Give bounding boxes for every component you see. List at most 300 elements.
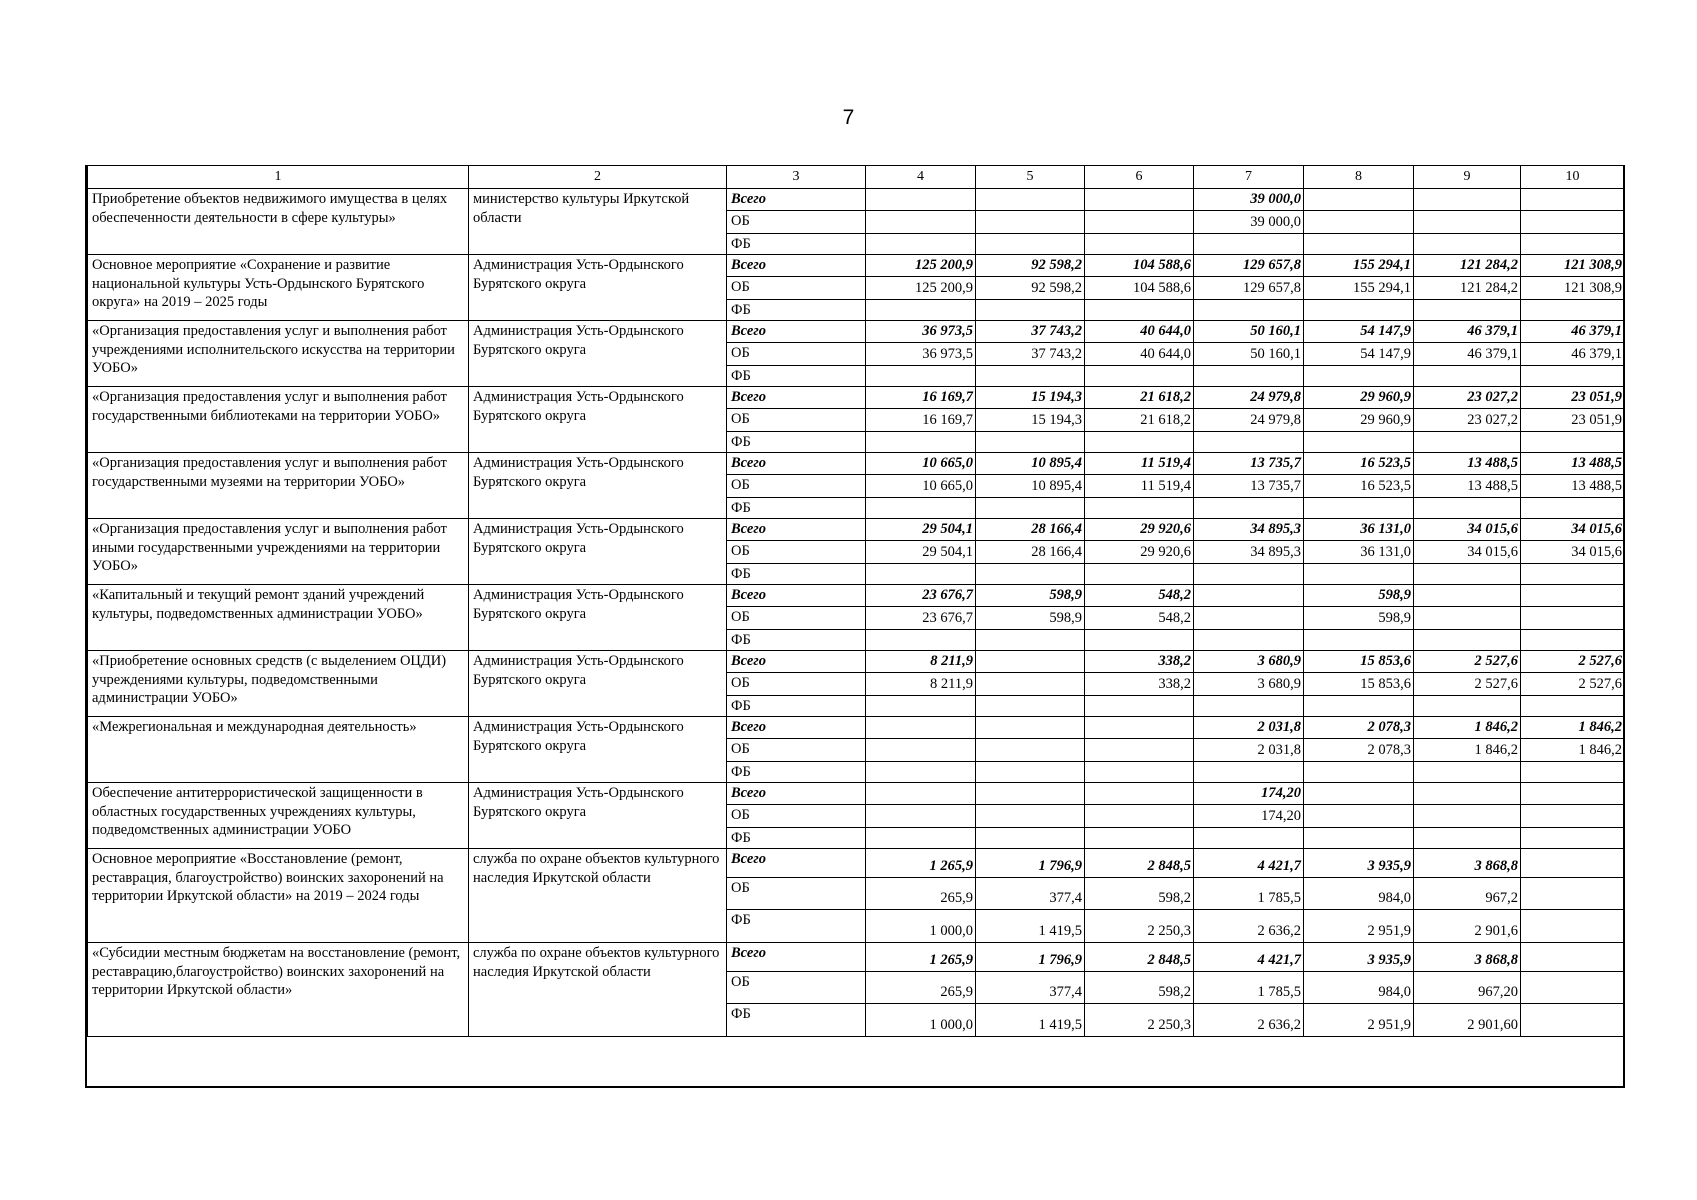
amount-cell xyxy=(1304,805,1414,828)
amount-cell xyxy=(1085,717,1194,739)
amount-cell: 1 846,2 xyxy=(1521,717,1625,739)
column-number-header: 3 xyxy=(727,166,866,189)
page-number: 7 xyxy=(842,106,855,129)
executor-cell: Администрация Усть-Ордынского Бурятского округа xyxy=(469,387,727,453)
amount-cell xyxy=(866,189,976,211)
amount-cell xyxy=(866,564,976,585)
funding-source-cell: Всего xyxy=(727,453,866,475)
amount-cell xyxy=(976,696,1085,717)
amount-cell xyxy=(1521,849,1625,878)
amount-cell: 15 194,3 xyxy=(976,409,1085,432)
table-row xyxy=(88,453,1625,475)
funding-source-cell: ФБ xyxy=(727,828,866,849)
amount-cell xyxy=(866,762,976,783)
amount-cell xyxy=(1304,828,1414,849)
amount-cell: 967,2 xyxy=(1414,878,1521,910)
amount-cell: 984,0 xyxy=(1304,972,1414,1004)
column-number-header: 6 xyxy=(1085,166,1194,189)
amount-cell xyxy=(1521,234,1625,255)
amount-cell xyxy=(976,432,1085,453)
column-number-header: 5 xyxy=(976,166,1085,189)
amount-cell xyxy=(1304,762,1414,783)
column-number-header: 9 xyxy=(1414,166,1521,189)
column-number-row xyxy=(88,166,1625,189)
amount-cell xyxy=(1414,189,1521,211)
amount-cell xyxy=(976,673,1085,696)
amount-cell: 28 166,4 xyxy=(976,541,1085,564)
amount-cell: 54 147,9 xyxy=(1304,343,1414,366)
amount-cell: 1 000,0 xyxy=(866,1004,976,1037)
table-frame-right xyxy=(1623,165,1625,1087)
table-row xyxy=(88,189,1625,211)
funding-source-cell: ОБ xyxy=(727,972,866,1004)
amount-cell: 1 419,5 xyxy=(976,1004,1085,1037)
amount-cell xyxy=(1414,564,1521,585)
amount-cell: 129 657,8 xyxy=(1194,277,1304,300)
amount-cell xyxy=(1194,564,1304,585)
amount-cell: 125 200,9 xyxy=(866,255,976,277)
amount-cell: 1 785,5 xyxy=(1194,972,1304,1004)
amount-cell xyxy=(866,234,976,255)
amount-cell: 2 636,2 xyxy=(1194,910,1304,943)
amount-cell: 13 488,5 xyxy=(1414,453,1521,475)
amount-cell xyxy=(1085,498,1194,519)
amount-cell: 24 979,8 xyxy=(1194,387,1304,409)
amount-cell xyxy=(1414,762,1521,783)
amount-cell: 2 250,3 xyxy=(1085,910,1194,943)
amount-cell: 24 979,8 xyxy=(1194,409,1304,432)
budget-table-body xyxy=(88,189,1625,1037)
measure-name-cell: «Организация предоставления услуг и выполнения работ государственными музеями на территории УОБО» xyxy=(88,453,469,519)
funding-source-cell: ФБ xyxy=(727,1004,866,1037)
amount-cell xyxy=(1085,211,1194,234)
amount-cell: 10 665,0 xyxy=(866,475,976,498)
executor-cell: Администрация Усть-Ордынского Бурятского округа xyxy=(469,585,727,651)
amount-cell: 155 294,1 xyxy=(1304,255,1414,277)
amount-cell: 36 131,0 xyxy=(1304,541,1414,564)
amount-cell: 598,2 xyxy=(1085,878,1194,910)
amount-cell: 155 294,1 xyxy=(1304,277,1414,300)
amount-cell xyxy=(1194,762,1304,783)
amount-cell xyxy=(1085,630,1194,651)
measure-name-cell: «Организация предоставления услуг и выполнения работ иными государственными учреждениями на территории УОБО» xyxy=(88,519,469,585)
amount-cell: 3 868,8 xyxy=(1414,849,1521,878)
amount-cell: 1 785,5 xyxy=(1194,878,1304,910)
amount-cell xyxy=(1304,300,1414,321)
amount-cell xyxy=(1521,630,1625,651)
amount-cell xyxy=(1521,1004,1625,1037)
amount-cell xyxy=(1085,432,1194,453)
amount-cell: 2 078,3 xyxy=(1304,739,1414,762)
funding-source-cell: ОБ xyxy=(727,739,866,762)
amount-cell xyxy=(1304,234,1414,255)
measure-name-cell: Приобретение объектов недвижимого имущества в целях обеспеченности деятельности в сфере культуры» xyxy=(88,189,469,255)
amount-cell: 11 519,4 xyxy=(1085,475,1194,498)
amount-cell xyxy=(1521,189,1625,211)
executor-cell: Администрация Усть-Ордынского Бурятского округа xyxy=(469,651,727,717)
column-number-header: 10 xyxy=(1521,166,1625,189)
amount-cell xyxy=(1304,564,1414,585)
amount-cell xyxy=(866,696,976,717)
amount-cell: 36 131,0 xyxy=(1304,519,1414,541)
funding-source-cell: Всего xyxy=(727,189,866,211)
amount-cell xyxy=(1085,189,1194,211)
amount-cell: 40 644,0 xyxy=(1085,321,1194,343)
amount-cell: 13 488,5 xyxy=(1521,475,1625,498)
amount-cell xyxy=(976,828,1085,849)
amount-cell: 377,4 xyxy=(976,972,1085,1004)
amount-cell: 34 015,6 xyxy=(1521,519,1625,541)
funding-source-cell: ОБ xyxy=(727,409,866,432)
amount-cell xyxy=(866,783,976,805)
amount-cell: 4 421,7 xyxy=(1194,943,1304,972)
amount-cell: 1 419,5 xyxy=(976,910,1085,943)
amount-cell xyxy=(866,739,976,762)
amount-cell: 46 379,1 xyxy=(1414,321,1521,343)
amount-cell: 174,20 xyxy=(1194,783,1304,805)
funding-source-cell: Всего xyxy=(727,255,866,277)
funding-source-cell: ФБ xyxy=(727,696,866,717)
amount-cell: 121 308,9 xyxy=(1521,255,1625,277)
amount-cell xyxy=(1521,607,1625,630)
amount-cell: 23 027,2 xyxy=(1414,387,1521,409)
executor-cell: служба по охране объектов культурного наследия Иркутской области xyxy=(469,943,727,1037)
amount-cell: 104 588,6 xyxy=(1085,255,1194,277)
amount-cell xyxy=(866,300,976,321)
amount-cell xyxy=(1085,366,1194,387)
table-row xyxy=(88,387,1625,409)
amount-cell xyxy=(866,828,976,849)
amount-cell: 16 523,5 xyxy=(1304,475,1414,498)
amount-cell: 1 796,9 xyxy=(976,943,1085,972)
amount-cell: 2 951,9 xyxy=(1304,1004,1414,1037)
amount-cell xyxy=(1085,234,1194,255)
amount-cell: 23 027,2 xyxy=(1414,409,1521,432)
amount-cell: 34 895,3 xyxy=(1194,519,1304,541)
amount-cell xyxy=(1521,783,1625,805)
amount-cell xyxy=(1194,432,1304,453)
amount-cell: 34 895,3 xyxy=(1194,541,1304,564)
amount-cell xyxy=(1085,828,1194,849)
amount-cell xyxy=(1521,828,1625,849)
amount-cell xyxy=(1304,630,1414,651)
funding-source-cell: ОБ xyxy=(727,277,866,300)
amount-cell: 29 960,9 xyxy=(1304,387,1414,409)
amount-cell: 2 250,3 xyxy=(1085,1004,1194,1037)
amount-cell: 121 308,9 xyxy=(1521,277,1625,300)
amount-cell: 265,9 xyxy=(866,878,976,910)
funding-source-cell: Всего xyxy=(727,585,866,607)
amount-cell: 15 853,6 xyxy=(1304,651,1414,673)
amount-cell: 1 796,9 xyxy=(976,849,1085,878)
funding-source-cell: Всего xyxy=(727,651,866,673)
amount-cell: 39 000,0 xyxy=(1194,189,1304,211)
amount-cell: 50 160,1 xyxy=(1194,321,1304,343)
amount-cell: 29 920,6 xyxy=(1085,519,1194,541)
table-row xyxy=(88,651,1625,673)
amount-cell: 2 031,8 xyxy=(1194,739,1304,762)
amount-cell: 129 657,8 xyxy=(1194,255,1304,277)
funding-source-cell: ОБ xyxy=(727,211,866,234)
column-number-header: 7 xyxy=(1194,166,1304,189)
amount-cell xyxy=(976,211,1085,234)
amount-cell xyxy=(1194,630,1304,651)
amount-cell: 2 901,60 xyxy=(1414,1004,1521,1037)
amount-cell xyxy=(1085,805,1194,828)
amount-cell xyxy=(1521,432,1625,453)
amount-cell xyxy=(976,630,1085,651)
amount-cell: 2 636,2 xyxy=(1194,1004,1304,1037)
amount-cell xyxy=(1085,564,1194,585)
amount-cell xyxy=(1194,696,1304,717)
executor-cell: Администрация Усть-Ордынского Бурятского округа xyxy=(469,717,727,783)
funding-source-cell: ОБ xyxy=(727,878,866,910)
table-frame-bottom xyxy=(85,1086,1625,1088)
amount-cell xyxy=(976,189,1085,211)
amount-cell: 2 031,8 xyxy=(1194,717,1304,739)
amount-cell: 2 848,5 xyxy=(1085,943,1194,972)
column-number-header: 4 xyxy=(866,166,976,189)
amount-cell: 21 618,2 xyxy=(1085,387,1194,409)
amount-cell: 3 680,9 xyxy=(1194,673,1304,696)
amount-cell: 121 284,2 xyxy=(1414,255,1521,277)
funding-source-cell: ОБ xyxy=(727,805,866,828)
executor-cell: Администрация Усть-Ордынского Бурятского округа xyxy=(469,321,727,387)
amount-cell: 1 846,2 xyxy=(1414,717,1521,739)
amount-cell xyxy=(1521,943,1625,972)
amount-cell xyxy=(976,739,1085,762)
amount-cell: 34 015,6 xyxy=(1414,541,1521,564)
amount-cell xyxy=(1085,696,1194,717)
amount-cell: 265,9 xyxy=(866,972,976,1004)
amount-cell: 29 504,1 xyxy=(866,541,976,564)
amount-cell: 46 379,1 xyxy=(1414,343,1521,366)
funding-source-cell: ФБ xyxy=(727,432,866,453)
amount-cell xyxy=(1521,300,1625,321)
amount-cell: 338,2 xyxy=(1085,673,1194,696)
amount-cell: 548,2 xyxy=(1085,607,1194,630)
amount-cell xyxy=(1194,300,1304,321)
amount-cell: 23 051,9 xyxy=(1521,387,1625,409)
amount-cell xyxy=(1521,564,1625,585)
amount-cell: 15 194,3 xyxy=(976,387,1085,409)
amount-cell: 104 588,6 xyxy=(1085,277,1194,300)
amount-cell: 377,4 xyxy=(976,878,1085,910)
amount-cell: 13 735,7 xyxy=(1194,475,1304,498)
amount-cell xyxy=(866,432,976,453)
amount-cell xyxy=(1304,783,1414,805)
amount-cell xyxy=(976,805,1085,828)
amount-cell: 3 680,9 xyxy=(1194,651,1304,673)
measure-name-cell: Обеспечение антитеррористической защищенности в областных государственных учреждениях культуры, подведомственных администрации УОБО xyxy=(88,783,469,849)
amount-cell: 1 846,2 xyxy=(1521,739,1625,762)
amount-cell: 4 421,7 xyxy=(1194,849,1304,878)
amount-cell: 29 920,6 xyxy=(1085,541,1194,564)
amount-cell: 598,9 xyxy=(1304,607,1414,630)
amount-cell xyxy=(1414,805,1521,828)
amount-cell: 10 895,4 xyxy=(976,453,1085,475)
amount-cell: 23 676,7 xyxy=(866,585,976,607)
amount-cell xyxy=(1194,828,1304,849)
amount-cell: 92 598,2 xyxy=(976,277,1085,300)
budget-table xyxy=(87,165,1625,1037)
amount-cell: 121 284,2 xyxy=(1414,277,1521,300)
amount-cell: 21 618,2 xyxy=(1085,409,1194,432)
table-row xyxy=(88,255,1625,277)
amount-cell xyxy=(976,783,1085,805)
amount-cell: 34 015,6 xyxy=(1414,519,1521,541)
amount-cell xyxy=(1521,972,1625,1004)
amount-cell xyxy=(976,498,1085,519)
amount-cell xyxy=(1414,432,1521,453)
funding-source-cell: ФБ xyxy=(727,564,866,585)
amount-cell xyxy=(1414,607,1521,630)
column-number-header: 8 xyxy=(1304,166,1414,189)
funding-source-cell: ОБ xyxy=(727,541,866,564)
amount-cell xyxy=(1521,585,1625,607)
amount-cell xyxy=(1194,234,1304,255)
amount-cell: 1 265,9 xyxy=(866,849,976,878)
column-number-header: 2 xyxy=(469,166,727,189)
amount-cell: 2 901,6 xyxy=(1414,910,1521,943)
amount-cell: 2 527,6 xyxy=(1521,673,1625,696)
funding-source-cell: ОБ xyxy=(727,343,866,366)
amount-cell xyxy=(1414,498,1521,519)
amount-cell xyxy=(1304,366,1414,387)
amount-cell xyxy=(1414,783,1521,805)
amount-cell: 13 488,5 xyxy=(1521,453,1625,475)
table-row xyxy=(88,717,1625,739)
amount-cell xyxy=(1194,607,1304,630)
amount-cell xyxy=(1194,585,1304,607)
table-row xyxy=(88,783,1625,805)
amount-cell: 92 598,2 xyxy=(976,255,1085,277)
amount-cell: 23 051,9 xyxy=(1521,409,1625,432)
amount-cell xyxy=(976,564,1085,585)
amount-cell: 967,20 xyxy=(1414,972,1521,1004)
measure-name-cell: «Капитальный и текущий ремонт зданий учреждений культуры, подведомственных администрации УОБО» xyxy=(88,585,469,651)
amount-cell: 3 935,9 xyxy=(1304,943,1414,972)
amount-cell: 36 973,5 xyxy=(866,321,976,343)
amount-cell: 1 000,0 xyxy=(866,910,976,943)
amount-cell xyxy=(1414,366,1521,387)
amount-cell: 46 379,1 xyxy=(1521,343,1625,366)
funding-source-cell: ФБ xyxy=(727,234,866,255)
amount-cell xyxy=(976,651,1085,673)
funding-source-cell: ФБ xyxy=(727,910,866,943)
executor-cell: министерство культуры Иркутской области xyxy=(469,189,727,255)
funding-source-cell: Всего xyxy=(727,849,866,878)
executor-cell: Администрация Усть-Ордынского Бурятского округа xyxy=(469,453,727,519)
amount-cell xyxy=(976,300,1085,321)
funding-source-cell: ФБ xyxy=(727,762,866,783)
amount-cell xyxy=(1414,211,1521,234)
funding-source-cell: ФБ xyxy=(727,366,866,387)
table-row xyxy=(88,519,1625,541)
amount-cell xyxy=(976,762,1085,783)
amount-cell xyxy=(1414,828,1521,849)
amount-cell: 2 951,9 xyxy=(1304,910,1414,943)
amount-cell: 598,2 xyxy=(1085,972,1194,1004)
amount-cell xyxy=(1414,630,1521,651)
amount-cell xyxy=(1414,300,1521,321)
amount-cell xyxy=(1085,300,1194,321)
amount-cell xyxy=(1414,585,1521,607)
measure-name-cell: «Межрегиональная и международная деятельность» xyxy=(88,717,469,783)
amount-cell: 40 644,0 xyxy=(1085,343,1194,366)
amount-cell xyxy=(1521,878,1625,910)
amount-cell xyxy=(1194,366,1304,387)
amount-cell: 3 935,9 xyxy=(1304,849,1414,878)
amount-cell: 984,0 xyxy=(1304,878,1414,910)
measure-name-cell: Основное мероприятие «Сохранение и развитие национальной культуры Усть-Ордынского Бурятского округа» на 2019 – 2025 годы xyxy=(88,255,469,321)
funding-source-cell: ФБ xyxy=(727,300,866,321)
amount-cell xyxy=(976,717,1085,739)
amount-cell xyxy=(866,211,976,234)
amount-cell xyxy=(1521,805,1625,828)
measure-name-cell: «Субсидии местным бюджетам на восстановление (ремонт, реставрацию,благоустройство) воинских захоронений на территории Иркутской области» xyxy=(88,943,469,1037)
amount-cell: 37 743,2 xyxy=(976,343,1085,366)
amount-cell xyxy=(1304,696,1414,717)
amount-cell: 11 519,4 xyxy=(1085,453,1194,475)
amount-cell xyxy=(1521,366,1625,387)
funding-source-cell: Всего xyxy=(727,943,866,972)
amount-cell: 37 743,2 xyxy=(976,321,1085,343)
amount-cell: 8 211,9 xyxy=(866,651,976,673)
measure-name-cell: «Организация предоставления услуг и выполнения работ учреждениями исполнительского искусства на территории УОБО» xyxy=(88,321,469,387)
amount-cell: 13 735,7 xyxy=(1194,453,1304,475)
amount-cell: 2 078,3 xyxy=(1304,717,1414,739)
amount-cell: 1 846,2 xyxy=(1414,739,1521,762)
table-row xyxy=(88,321,1625,343)
executor-cell: служба по охране объектов культурного наследия Иркутской области xyxy=(469,849,727,943)
amount-cell xyxy=(866,717,976,739)
amount-cell: 10 895,4 xyxy=(976,475,1085,498)
amount-cell: 13 488,5 xyxy=(1414,475,1521,498)
funding-source-cell: Всего xyxy=(727,783,866,805)
amount-cell xyxy=(1304,498,1414,519)
amount-cell: 34 015,6 xyxy=(1521,541,1625,564)
amount-cell xyxy=(866,630,976,651)
amount-cell: 2 527,6 xyxy=(1521,651,1625,673)
amount-cell xyxy=(1521,910,1625,943)
funding-source-cell: ФБ xyxy=(727,498,866,519)
amount-cell: 338,2 xyxy=(1085,651,1194,673)
table-row xyxy=(88,585,1625,607)
amount-cell: 1 265,9 xyxy=(866,943,976,972)
amount-cell: 29 960,9 xyxy=(1304,409,1414,432)
table-frame-left xyxy=(85,165,87,1087)
measure-name-cell: «Приобретение основных средств (с выделением ОЦДИ) учреждениями культуры, подведомственными администрации УОБО» xyxy=(88,651,469,717)
amount-cell xyxy=(1304,189,1414,211)
amount-cell: 2 848,5 xyxy=(1085,849,1194,878)
amount-cell xyxy=(1521,762,1625,783)
amount-cell: 54 147,9 xyxy=(1304,321,1414,343)
amount-cell xyxy=(1304,211,1414,234)
amount-cell: 16 169,7 xyxy=(866,409,976,432)
table-row xyxy=(88,849,1625,878)
amount-cell xyxy=(976,366,1085,387)
executor-cell: Администрация Усть-Ордынского Бурятского округа xyxy=(469,783,727,849)
funding-source-cell: ОБ xyxy=(727,607,866,630)
amount-cell xyxy=(866,805,976,828)
amount-cell: 548,2 xyxy=(1085,585,1194,607)
amount-cell: 598,9 xyxy=(976,607,1085,630)
measure-name-cell: Основное мероприятие «Восстановление (ремонт, реставрация, благоустройство) воинских захоронений на территории Иркутской области» на 2019 – 2024 годы xyxy=(88,849,469,943)
amount-cell: 2 527,6 xyxy=(1414,651,1521,673)
amount-cell xyxy=(1414,234,1521,255)
amount-cell: 23 676,7 xyxy=(866,607,976,630)
